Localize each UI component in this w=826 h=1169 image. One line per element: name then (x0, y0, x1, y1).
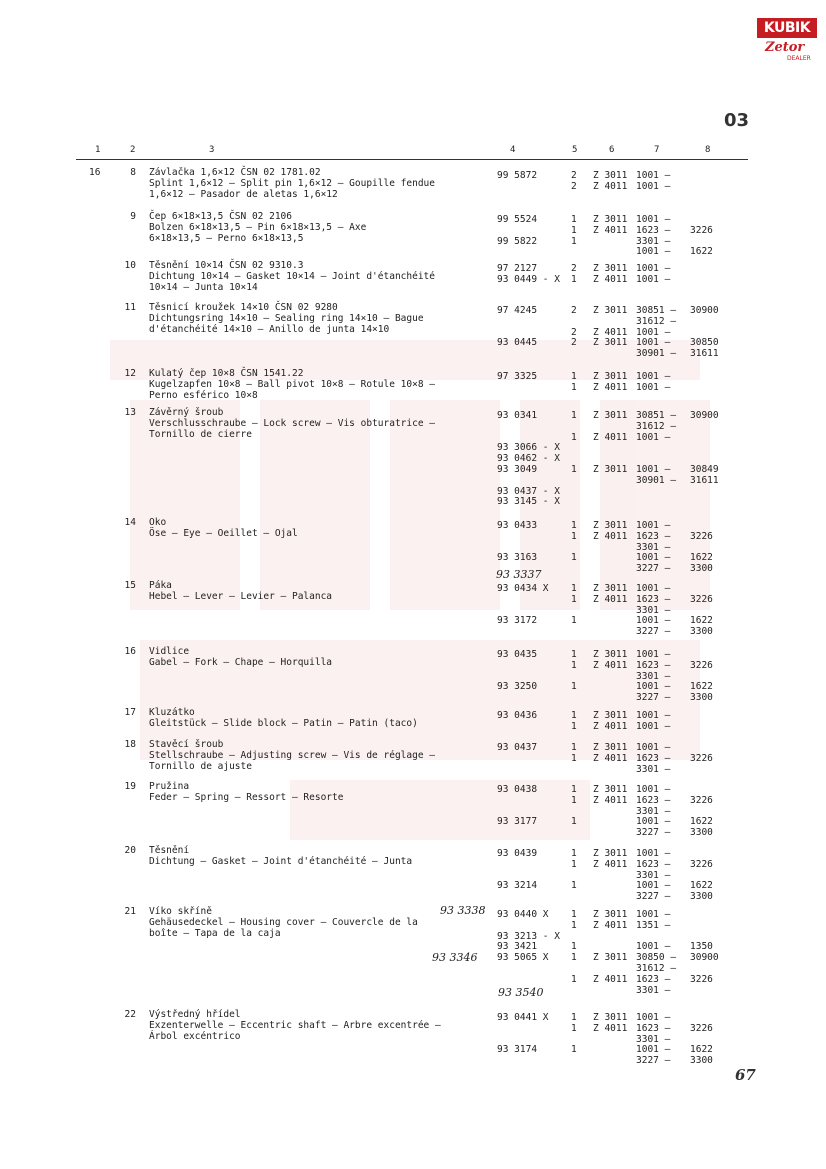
quantity: 1 (571, 382, 577, 393)
serial-from: 1001 — (636, 382, 671, 393)
tractor-model: Z 4011 (593, 859, 628, 870)
tractor-model: Z 4011 (593, 594, 628, 605)
serial-from: 3301 — (636, 764, 671, 775)
logo-sub: Zetor (765, 40, 805, 55)
serial-from: 1623 — (636, 1023, 671, 1034)
serial-from: 3227 — (636, 563, 671, 574)
part-number: 93 3214 (497, 880, 538, 891)
serial-from: 1001 — (636, 681, 671, 692)
quantity: 1 (571, 531, 577, 542)
tractor-model: Z 3011 (593, 710, 628, 721)
serial-from: 1001 — (636, 1012, 671, 1023)
quantity: 1 (571, 464, 577, 475)
item-description: Závěrný šroub Verschlusschraube — Lock screw — Vis obturatrice — Tornillo de cierre (149, 407, 435, 440)
part-number: 93 3172 (497, 615, 538, 626)
quantity: 1 (571, 432, 577, 443)
serial-to: 31611 (690, 475, 719, 486)
serial-from: 3301 — (636, 605, 671, 616)
serial-to: 30850 (690, 337, 719, 348)
quantity: 1 (571, 859, 577, 870)
column-header-8: 8 (705, 145, 711, 155)
serial-from: 1001 — (636, 327, 671, 338)
part-number: 93 0435 (497, 649, 538, 660)
tractor-model: Z 3011 (593, 263, 628, 274)
part-number: 99 5524 (497, 214, 538, 225)
item-position: 21 (124, 906, 136, 917)
serial-from: 1001 — (636, 170, 671, 181)
serial-to: 1622 (690, 552, 713, 563)
quantity: 1 (571, 214, 577, 225)
serial-from: 1001 — (636, 552, 671, 563)
part-number: 93 0462 - X (497, 453, 560, 464)
part-number: 93 5065 X (497, 952, 549, 963)
item-description: Výstředný hřídel Exzenterwelle — Eccentric shaft — Arbre excentrée — Árbol excéntrico (149, 1009, 441, 1042)
part-number: 97 4245 (497, 305, 538, 316)
serial-from: 1623 — (636, 594, 671, 605)
quantity: 1 (571, 920, 577, 931)
tractor-model: Z 4011 (593, 432, 628, 443)
serial-from: 1001 — (636, 1044, 671, 1055)
tractor-model: Z 4011 (593, 327, 628, 338)
part-number: 93 0438 (497, 784, 538, 795)
quantity: 1 (571, 410, 577, 421)
part-number: 93 0440 X (497, 909, 549, 920)
serial-from: 3301 — (636, 671, 671, 682)
serial-from: 3227 — (636, 827, 671, 838)
quantity: 1 (571, 225, 577, 236)
part-number: 93 0439 (497, 848, 538, 859)
serial-from: 1001 — (636, 909, 671, 920)
item-description: Závlačka 1,6×12 ČSN 02 1781.02 Splint 1,6×12 — Split pin 1,6×12 — Goupille fendue 1,6×12 — Pasador de aletas 1,6×12 (149, 167, 435, 200)
serial-from: 1001 — (636, 337, 671, 348)
quantity: 1 (571, 274, 577, 285)
quantity: 2 (571, 305, 577, 316)
serial-from: 1001 — (636, 710, 671, 721)
quantity: 2 (571, 181, 577, 192)
quantity: 2 (571, 170, 577, 181)
part-number: 97 2127 (497, 263, 538, 274)
part-number: 93 0437 - X (497, 486, 560, 497)
serial-from: 30851 — (636, 305, 677, 316)
item-description: Kluzátko Gleitstück — Slide block — Patin — Patin (taco) (149, 707, 418, 729)
item-position: 19 (124, 781, 136, 792)
quantity: 1 (571, 974, 577, 985)
serial-to: 3300 (690, 827, 713, 838)
serial-to: 3300 (690, 692, 713, 703)
quantity: 1 (571, 816, 577, 827)
tractor-model: Z 4011 (593, 181, 628, 192)
part-number: 93 0437 (497, 742, 538, 753)
serial-from: 30901 — (636, 348, 677, 359)
item-description: Stavěcí šroub Stellschraube — Adjusting screw — Vis de réglage — Tornillo de ajuste (149, 739, 435, 772)
serial-from: 30850 — (636, 952, 677, 963)
tractor-model: Z 3011 (593, 1012, 628, 1023)
serial-from: 31612 — (636, 316, 677, 327)
handwritten-note: 93 3337 (496, 568, 542, 581)
serial-from: 1001 — (636, 214, 671, 225)
quantity: 1 (571, 710, 577, 721)
serial-from: 3227 — (636, 1055, 671, 1066)
quantity: 2 (571, 337, 577, 348)
part-number: 93 3049 (497, 464, 538, 475)
part-number: 97 3325 (497, 371, 538, 382)
serial-to: 3226 (690, 531, 713, 542)
tractor-model: Z 4011 (593, 721, 628, 732)
serial-from: 1623 — (636, 859, 671, 870)
serial-from: 1623 — (636, 531, 671, 542)
serial-to: 3226 (690, 594, 713, 605)
quantity: 1 (571, 753, 577, 764)
serial-to: 1622 (690, 880, 713, 891)
item-description: Oko Öse — Eye — Oeillet — Ojal (149, 517, 298, 539)
serial-to: 30900 (690, 305, 719, 316)
part-number: 93 3163 (497, 552, 538, 563)
quantity: 1 (571, 681, 577, 692)
serial-to: 1622 (690, 615, 713, 626)
serial-from: 1001 — (636, 880, 671, 891)
part-number: 93 3066 - X (497, 442, 560, 453)
item-position: 12 (124, 368, 136, 379)
quantity: 1 (571, 742, 577, 753)
part-number: 93 3213 - X (497, 931, 560, 942)
item-position: 11 (124, 302, 136, 313)
quantity: 2 (571, 263, 577, 274)
quantity: 1 (571, 649, 577, 660)
tractor-model: Z 3011 (593, 170, 628, 181)
serial-from: 1001 — (636, 816, 671, 827)
serial-from: 1001 — (636, 649, 671, 660)
tractor-model: Z 3011 (593, 742, 628, 753)
serial-to: 3226 (690, 753, 713, 764)
serial-from: 1001 — (636, 181, 671, 192)
tractor-model: Z 3011 (593, 909, 628, 920)
tractor-model: Z 4011 (593, 920, 628, 931)
item-position: 22 (124, 1009, 136, 1020)
tractor-model: Z 3011 (593, 952, 628, 963)
serial-from: 30851 — (636, 410, 677, 421)
column-header-2: 2 (130, 145, 136, 155)
serial-to: 3300 (690, 891, 713, 902)
item-position: 20 (124, 845, 136, 856)
item-description: Vidlice Gabel — Fork — Chape — Horquilla (149, 646, 333, 668)
quantity: 1 (571, 941, 577, 952)
tractor-model: Z 3011 (593, 784, 628, 795)
part-number: 93 0441 X (497, 1012, 549, 1023)
tractor-model: Z 4011 (593, 660, 628, 671)
part-number: 93 3421 (497, 941, 538, 952)
serial-to: 1350 (690, 941, 713, 952)
tractor-model: Z 3011 (593, 410, 628, 421)
tractor-model: Z 3011 (593, 464, 628, 475)
quantity: 1 (571, 909, 577, 920)
logo-brand: KUBIK (757, 18, 817, 38)
serial-to: 30900 (690, 410, 719, 421)
serial-to: 1622 (690, 681, 713, 692)
page-code: 03 (724, 110, 750, 131)
quantity: 1 (571, 848, 577, 859)
serial-from: 3227 — (636, 626, 671, 637)
serial-from: 1001 — (636, 464, 671, 475)
part-number: 93 0434 X (497, 583, 549, 594)
tractor-model: Z 4011 (593, 1023, 628, 1034)
column-header-6: 6 (609, 145, 615, 155)
quantity: 1 (571, 615, 577, 626)
serial-to: 1622 (690, 1044, 713, 1055)
item-description: Těsnění 10×14 ČSN 02 9310.3 Dichtung 10×14 — Gasket 10×14 — Joint d'étanchéité 10×14 — Junta 10×14 (149, 260, 435, 293)
item-position: 9 (130, 211, 136, 222)
serial-from: 1623 — (636, 974, 671, 985)
serial-from: 3227 — (636, 891, 671, 902)
quantity: 1 (571, 594, 577, 605)
tractor-model: Z 4011 (593, 753, 628, 764)
quantity: 1 (571, 520, 577, 531)
dealer-logo (757, 14, 819, 64)
column-header-4: 4 (510, 145, 516, 155)
serial-to: 3226 (690, 974, 713, 985)
quantity: 1 (571, 1012, 577, 1023)
serial-to: 3226 (690, 660, 713, 671)
handwritten-note: 93 3540 (498, 986, 544, 999)
serial-to: 3226 (690, 859, 713, 870)
serial-from: 1001 — (636, 721, 671, 732)
serial-from: 1001 — (636, 263, 671, 274)
quantity: 1 (571, 952, 577, 963)
quantity: 1 (571, 552, 577, 563)
serial-from: 1001 — (636, 246, 671, 257)
serial-from: 1351 — (636, 920, 671, 931)
serial-to: 3300 (690, 1055, 713, 1066)
part-number: 93 3177 (497, 816, 538, 827)
tractor-model: Z 3011 (593, 371, 628, 382)
item-position: 8 (130, 167, 136, 178)
serial-from: 1623 — (636, 660, 671, 671)
handwritten-note: 93 3338 (440, 904, 486, 917)
serial-from: 1001 — (636, 615, 671, 626)
tractor-model: Z 3011 (593, 649, 628, 660)
item-position: 16 (124, 646, 136, 657)
column-header-5: 5 (572, 145, 578, 155)
part-number: 99 5872 (497, 170, 538, 181)
item-description: Kulatý čep 10×8 ČSN 1541.22 Kugelzapfen 10×8 — Ball pivot 10×8 — Rotule 10×8 — Perno esférico 10×8 (149, 368, 435, 401)
tractor-model: Z 3011 (593, 520, 628, 531)
page-number: 67 (735, 1066, 756, 1084)
column-header-1: 1 (95, 145, 101, 155)
serial-to: 1622 (690, 816, 713, 827)
serial-from: 31612 — (636, 421, 677, 432)
item-position: 15 (124, 580, 136, 591)
serial-to: 3300 (690, 563, 713, 574)
tractor-model: Z 3011 (593, 337, 628, 348)
serial-to: 31611 (690, 348, 719, 359)
item-description: Víko skříně Gehäusedeckel — Housing cover — Couvercle de la boîte — Tapa de la caja (149, 906, 418, 939)
item-description: Páka Hebel — Lever — Levier — Palanca (149, 580, 333, 602)
logo-dealer: DEALER (787, 55, 811, 62)
serial-from: 1001 — (636, 432, 671, 443)
serial-from: 1001 — (636, 742, 671, 753)
quantity: 1 (571, 795, 577, 806)
serial-from: 31612 — (636, 963, 677, 974)
serial-from: 3301 — (636, 806, 671, 817)
tractor-model: Z 4011 (593, 795, 628, 806)
part-number: 93 0436 (497, 710, 538, 721)
quantity: 1 (571, 583, 577, 594)
tractor-model: Z 4011 (593, 274, 628, 285)
serial-to: 3300 (690, 626, 713, 637)
item-position: 17 (124, 707, 136, 718)
group-number: 16 (89, 167, 101, 178)
part-number: 93 3250 (497, 681, 538, 692)
part-number: 93 3145 - X (497, 496, 560, 507)
serial-to: 30900 (690, 952, 719, 963)
serial-from: 3301 — (636, 870, 671, 881)
quantity: 1 (571, 880, 577, 891)
serial-from: 30901 — (636, 475, 677, 486)
header-rule (76, 159, 748, 160)
tractor-model: Z 3011 (593, 848, 628, 859)
item-description: Pružina Feder — Spring — Ressort — Resorte (149, 781, 344, 803)
serial-from: 1001 — (636, 371, 671, 382)
handwritten-note: 93 3346 (432, 951, 478, 964)
tractor-model: Z 3011 (593, 305, 628, 316)
quantity: 2 (571, 327, 577, 338)
part-number: 93 3174 (497, 1044, 538, 1055)
part-number: 93 0433 (497, 520, 538, 531)
serial-from: 3301 — (636, 1034, 671, 1045)
serial-from: 1001 — (636, 583, 671, 594)
column-header-3: 3 (209, 145, 215, 155)
item-position: 18 (124, 739, 136, 750)
item-position: 14 (124, 517, 136, 528)
serial-from: 3301 — (636, 985, 671, 996)
item-description: Čep 6×18×13,5 ČSN 02 2106 Bolzen 6×18×13,5 — Pin 6×18×13,5 — Axe 6×18×13,5 — Perno 6×18×13,5 (149, 211, 367, 244)
serial-from: 1001 — (636, 520, 671, 531)
quantity: 1 (571, 1044, 577, 1055)
part-number: 93 0449 - X (497, 274, 560, 285)
serial-to: 30849 (690, 464, 719, 475)
quantity: 1 (571, 721, 577, 732)
serial-from: 1623 — (636, 753, 671, 764)
item-position: 13 (124, 407, 136, 418)
quantity: 1 (571, 371, 577, 382)
serial-from: 1623 — (636, 795, 671, 806)
serial-from: 3227 — (636, 692, 671, 703)
serial-to: 3226 (690, 1023, 713, 1034)
quantity: 1 (571, 660, 577, 671)
quantity: 1 (571, 784, 577, 795)
tractor-model: Z 4011 (593, 531, 628, 542)
serial-from: 1001 — (636, 784, 671, 795)
tractor-model: Z 4011 (593, 974, 628, 985)
part-number: 93 0445 (497, 337, 538, 348)
serial-to: 3226 (690, 225, 713, 236)
part-number: 93 0341 (497, 410, 538, 421)
serial-from: 3301 — (636, 542, 671, 553)
serial-to: 3226 (690, 795, 713, 806)
column-header-7: 7 (654, 145, 660, 155)
quantity: 1 (571, 236, 577, 247)
tractor-model: Z 3011 (593, 214, 628, 225)
tractor-model: Z 4011 (593, 225, 628, 236)
serial-from: 3301 — (636, 236, 671, 247)
tractor-model: Z 3011 (593, 583, 628, 594)
part-number: 99 5822 (497, 236, 538, 247)
item-description: Těsnění Dichtung — Gasket — Joint d'étanchéité — Junta (149, 845, 413, 867)
serial-from: 1623 — (636, 225, 671, 236)
serial-from: 1001 — (636, 274, 671, 285)
quantity: 1 (571, 1023, 577, 1034)
serial-from: 1001 — (636, 941, 671, 952)
tractor-model: Z 4011 (593, 382, 628, 393)
item-position: 10 (124, 260, 136, 271)
item-description: Těsnicí kroužek 14×10 ČSN 02 9280 Dichtungsring 14×10 — Sealing ring 14×10 — Bague d'étanchéité 14×10 — Anillo de junta 14×10 (149, 302, 424, 335)
serial-to: 1622 (690, 246, 713, 257)
serial-from: 1001 — (636, 848, 671, 859)
